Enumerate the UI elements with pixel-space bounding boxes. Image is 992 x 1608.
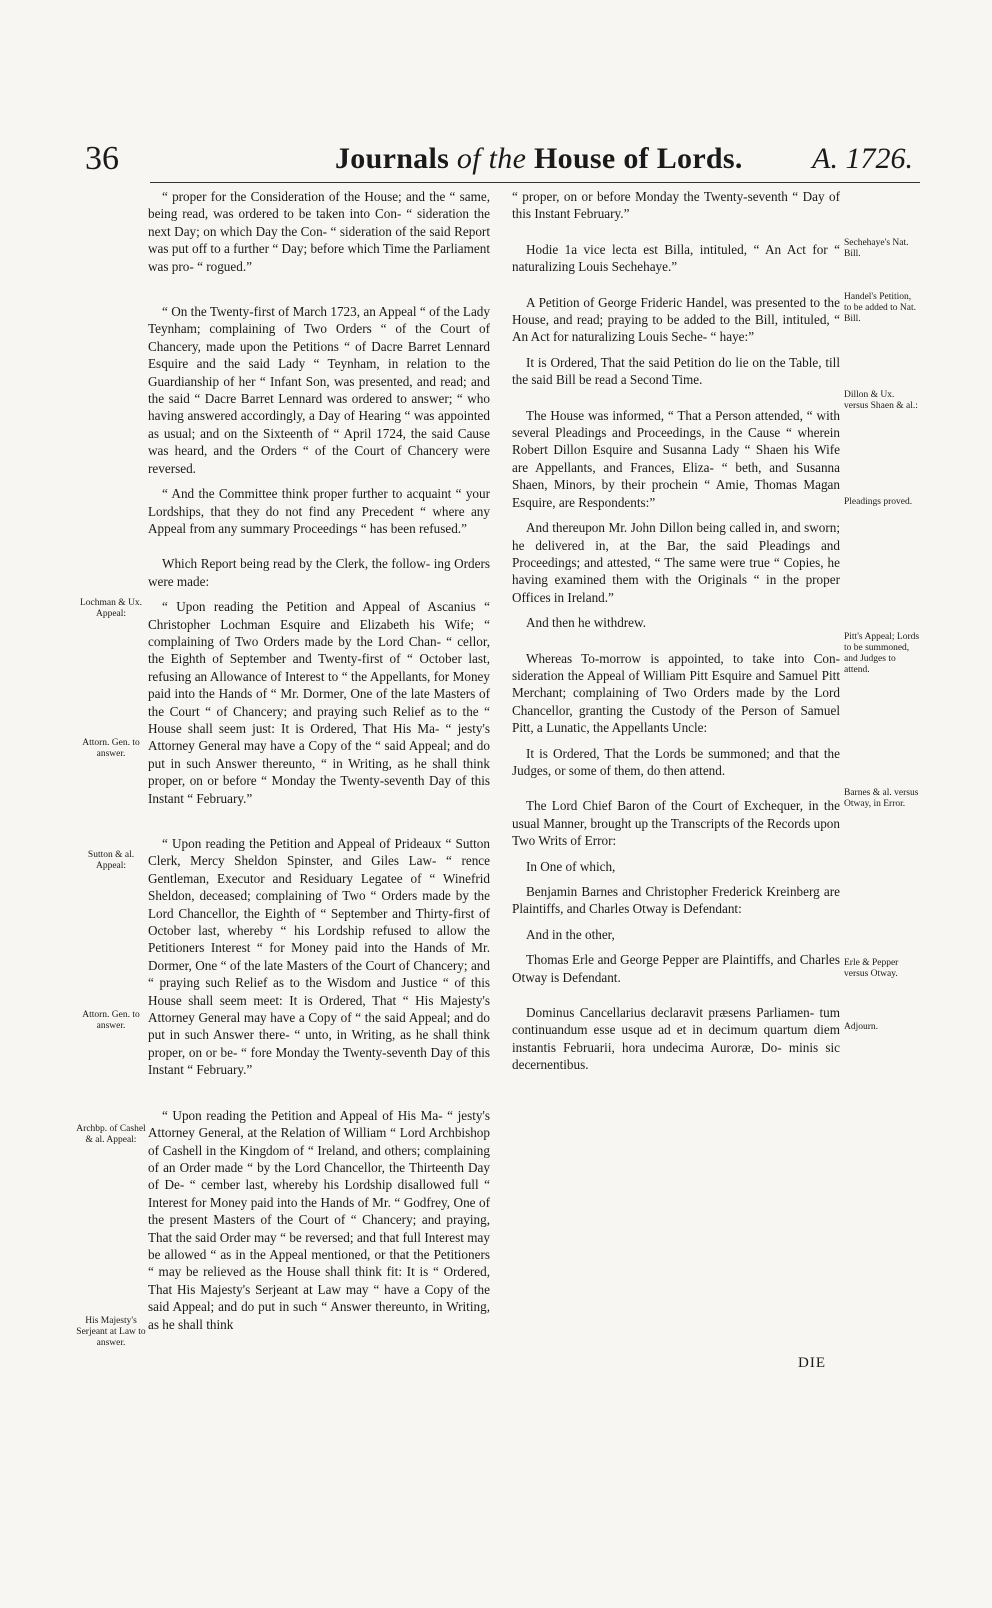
dillon-informed-paragraph: The House was informed, “ That a Person attended, “ with several Pleadings and Proceedings, in the Cause “ wherein Robert Dillon Esquire and Susanna Lady “ Shaen his Wife are Appellants, and Frances, Eliza- “ beth, and Susanna Shaen, Minors, by their prochein “ Amie, Thomas Magan Esquire, are Respondents:”	[512, 407, 840, 510]
margin-note-handel: Handel's Petition, to be added to Nat. Bill.	[844, 292, 917, 324]
margin-note-attorn-1: Attorn. Gen. to answer.	[82, 738, 140, 759]
margin-note-serjeant: His Majesty's Serjeant at Law to answer.	[76, 1316, 146, 1348]
teynham-paragraph: “ On the Twenty-first of March 1723, an Appeal “ of the Lady Teynham; complaining of Two Orders “ of the Court of Chancery, made upon the Petitions “ of Dacre Barret Lennard Esquire and the said Lady “ Teynham, in relation to the Guardianship of her “ Infant Son, was presented, and read; and the said “ Dacre Barret Lennard was ordered to answer; “ who having answered accordingly, a Day of Hearing “ was appointed as usual; and on the Sixteenth of “ April 1724, the said Cause was heard, and the Orders “ of the Court of Chancery were reversed.	[148, 304, 490, 476]
running-title: Journals of the House of Lords.	[335, 142, 743, 175]
margin-note-attorn-2: Attorn. Gen. to answer.	[82, 1010, 140, 1031]
cashell-order-paragraph: “ Upon reading the Petition and Appeal of His Ma- “ jesty's Attorney General, at the Relation of William “ Lord Archbishop of Cashell in the Kingdom of “ Ireland, and others; complaining of an Order made “ by the Lord Chancellor, the Thirteenth Day of De- “ cember last, whereby his Lordship disallowed full “ Interest for Money paid into the Hands of Mr. “ Godfrey, One of the present Masters of the Court of “ Chancery; and praying, That the said Order may “ be reversed; and that full Interest may be allowed “ as in the Appeal mentioned, or that the Petitioners “ may be relieved as the House shall think fit: It is “ Ordered, That His Majesty's Serjeant at Law may “ have a Copy of the said Appeal; and do put in such “ Answer thereunto, in Writing, as he shall think	[148, 1107, 490, 1332]
one-of-which-paragraph: In One of which,	[526, 858, 616, 874]
page-header	[85, 140, 925, 184]
catchword: DIE	[798, 1355, 826, 1371]
handel-petition-paragraph: A Petition of George Frideric Handel, was presented to the House, and read; praying to be added to the Bill, intituled, “ An Act for naturalizing Louis Seche- “ haye:”	[512, 294, 840, 345]
margin-note-pleadings: Pleadings proved.	[844, 497, 913, 507]
margin-note-lochman: Lochman & Ux. Appeal:	[79, 598, 142, 619]
margin-note-cashel: Archbp. of Cashel & al. Appeal:	[76, 1124, 146, 1145]
chief-baron-paragraph: The Lord Chief Baron of the Court of Exchequer, in the usual Manner, brought up the Transcripts of the Records upon Two Writs of Error:	[512, 798, 840, 849]
barnes-paragraph: Benjamin Barnes and Christopher Frederick Kreinberg are Plaintiffs, and Charles Otway is Defendant:	[512, 884, 840, 917]
erle-paragraph: Thomas Erle and George Pepper are Plaintiffs, and Charles Otway is Defendant.	[512, 952, 840, 985]
sutton-order-paragraph: “ Upon reading the Petition and Appeal of Prideaux “ Sutton Clerk, Mercy Sheldon Spinster, and Giles Law- “ rence Gentleman, Executor and Residuary Legatee of “ Winefrid Sheldon, deceased; complaining of Two “ Orders made by the Lord Chancellor, the Eighth of “ September and Thirty-first of October last, whereby “ his Lordship refused to allow the Petitioners Interest “ for Money paid into the Hands of Mr. Dormer, One “ of the late Masters of the Court of Chancery; and “ praying such Relief as to the Wisdom and Justice “ of this House shall seem meet: It is Ordered, That “ His Majesty's Attorney General may have a Copy of “ the said Appeal; and do put in such Answer there- “ unto, in Writing, as he shall think proper, on or be- “ fore Monday the Twenty-seventh Day of this Instant “ February.”	[148, 836, 490, 1078]
margin-note-adjourn: Adjourn.	[844, 1022, 879, 1032]
report-read-paragraph: Which Report being read by the Clerk, the follow- ing Orders were made:	[148, 556, 490, 589]
other-paragraph: And in the other,	[526, 926, 615, 942]
pitt-appeal-paragraph: Whereas To-morrow is appointed, to take into Con- sideration the Appeal of William Pitt Esquire and Samuel Pitt Merchant; complaining of Two Orders made by the Lord Chancellor, granting the Custody of the Person of Samuel Pitt, a Lunatic, the Appellants Uncle:	[512, 650, 840, 736]
margin-note-barnes: Barnes & al. versus Otway, in Error.	[844, 788, 919, 809]
header-rule	[150, 182, 920, 183]
margin-note-sechehaye: Sechehaye's Nat. Bill.	[844, 238, 909, 259]
withdrew-paragraph: And then he withdrew.	[526, 615, 647, 631]
margin-note-erle: Erle & Pepper versus Otway.	[844, 958, 899, 979]
sechehaye-bill-paragraph: Hodie 1a vice lecta est Billa, intituled, “ An Act for “ naturalizing Louis Sechehaye.”	[512, 241, 840, 275]
continued-order-paragraph: “ proper, on or before Monday the Twenty-seventh “ Day of this Instant February.”	[512, 189, 840, 222]
year-label: A. 1726.	[812, 142, 913, 175]
committee-paragraph: “ And the Committee think proper further to acquaint “ your Lordships, that they do not find any Precedent “ where any Appeal from any summary Proceedings “ has been refused.”	[148, 486, 490, 536]
right-column	[512, 188, 840, 1082]
margin-note-dillon: Dillon & Ux. versus Shaen & al.:	[844, 390, 918, 411]
dillon-sworn-paragraph: And thereupon Mr. John Dillon being called in, and sworn; he delivered in, at the Bar, the said Pleadings and Proceedings; and attested, “ The same were true “ Copies, he having examined them with the Originals “ in the proper Offices in Ireland.”	[512, 520, 840, 605]
handel-order-paragraph: It is Ordered, That the said Petition do lie on the Table, till the said Bill be read a Second Time.	[512, 354, 840, 388]
lochman-order-paragraph: “ Upon reading the Petition and Appeal of Ascanius “ Christopher Lochman Esquire and Elizabeth his Wife; “ complaining of Two Orders made by the Lord Chan- “ cellor, the Eighth of September and Twenty-first of “ October last, refusing an Allowance of Interest to “ the Appellants, for Money paid into the Hands of “ Mr. Dormer, One of the late Masters of the Court “ of Chancery; and praying such Relief as to the “ House shall seem just: It is Ordered, That His Ma- “ jesty's Attorney General may have a Copy of the “ said Appeal; and do put in such Answer thereunto, “ in Writing, as he shall think proper, on or before “ Monday the Twenty-seventh Day of this Instant “ February.”	[148, 599, 490, 806]
margin-note-pitt: Pitt's Appeal; Lords to be summoned, and Judges to attend.	[844, 632, 920, 675]
page-number: 36	[85, 140, 119, 177]
adjourn-paragraph: Dominus Cancellarius declaravit præsens Parliamen- tum continuandum esse usque ad et in decimum quartum diem instantis Februarii, hora undecima Auroræ, Do- minis sic decernentibus.	[512, 1005, 840, 1073]
pitt-order-paragraph: It is Ordered, That the Lords be summoned; and that the Judges, or some of them, do then attend.	[512, 745, 840, 778]
left-column	[148, 188, 490, 1341]
margin-note-sutton: Sutton & al. Appeal:	[87, 850, 135, 871]
report-end-paragraph: “ proper for the Consideration of the House; and the “ same, being read, was ordered to be taken into Con- “ sideration the next Day; on which Day the Con- “ sideration of the said Report was put off to a further “ Day; before which Time the Parliament was pro- “ rogued.”	[148, 189, 490, 274]
